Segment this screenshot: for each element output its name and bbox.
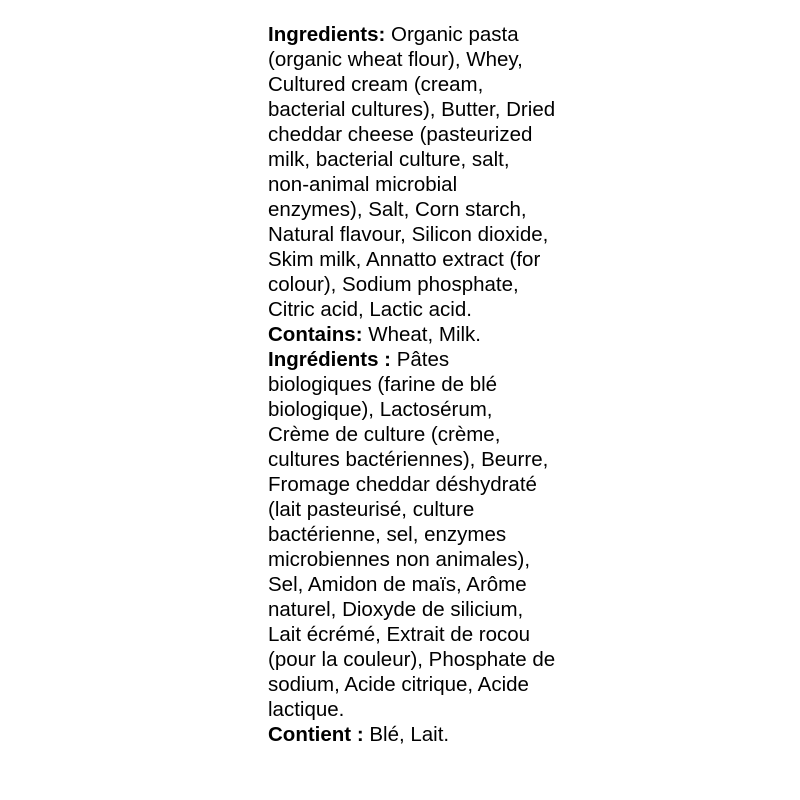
ingredients-section-fr	[268, 347, 556, 722]
ingredient-label-panel	[268, 22, 556, 747]
ingredients-fr-text: Pâtes biologiques (farine de blé biologique), Lactosérum, Crème de culture (crème, cultures bactériennes), Beurre, Fromage cheddar déshydraté (lait pasteurisé, culture bactérienne, sel, enzymes microbiennes non animales), Sel, Amidon de maïs, Arôme naturel, Dioxyde de silicium, Lait écrémé, Extrait de rocou (pour la couleur), Phosphate de sodium, Acide citrique, Acide lactique.	[268, 348, 556, 721]
contains-fr-label: Contient :	[268, 723, 364, 746]
ingredients-section-en	[268, 22, 556, 322]
ingredients-fr-label: Ingrédients :	[268, 348, 392, 371]
contains-section-fr	[268, 722, 556, 747]
ingredients-en-label: Ingredients:	[268, 23, 386, 46]
ingredients-en-text: Organic pasta (organic wheat flour), Whey, Cultured cream (cream, bacterial cultures), Butter, Dried cheddar cheese (pasteurized milk, bacterial culture, salt, non-animal microbial enzymes), Salt, Corn starch, Natural flavour, Silicon dioxide, Skim milk, Annatto extract (for colour), Sodium phosphate, Citric acid, Lactic acid.	[268, 23, 556, 321]
contains-fr-text: Blé, Lait.	[363, 723, 450, 746]
contains-en-label: Contains:	[268, 323, 363, 346]
contains-section-en	[268, 322, 556, 347]
contains-en-text: Wheat, Milk.	[362, 323, 481, 346]
